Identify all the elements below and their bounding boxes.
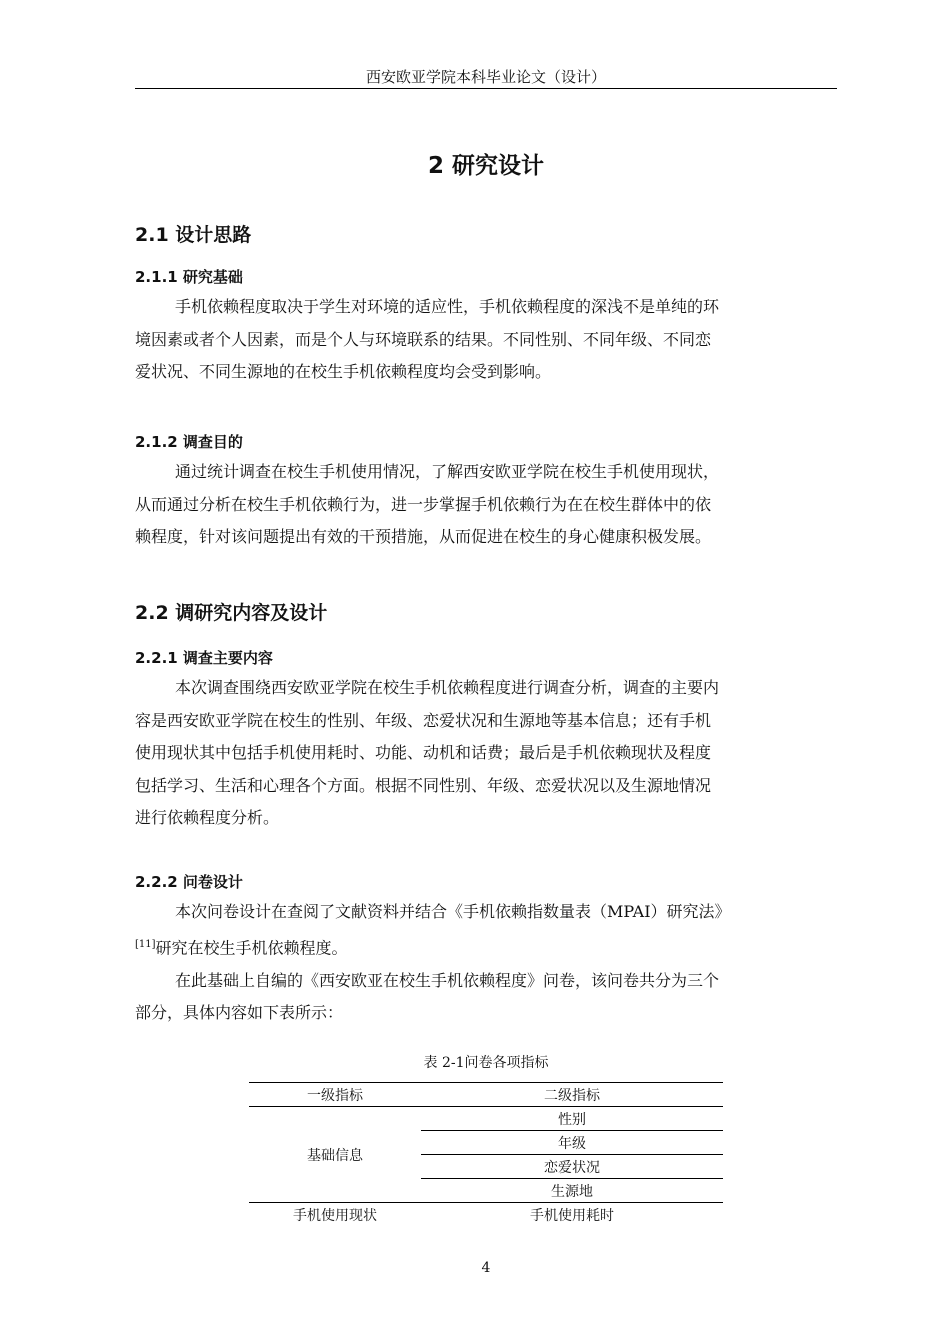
table-cell: 恋爱状况 [421, 1155, 723, 1179]
subsection-heading-2-2-2: 2.2.2 问卷设计 [135, 873, 243, 891]
table-header-cell: 一级指标 [249, 1083, 421, 1107]
text-line: 在此基础上自编的《西安欧亚在校生手机依赖程度》问卷，该问卷共分为三个 [175, 970, 720, 990]
table-row [249, 1107, 723, 1131]
table-header-row [249, 1083, 723, 1107]
text-line: 赖程度，针对该问题提出有效的干预措施，从而促进在校生的身心健康积极发展。 [135, 527, 712, 547]
indicator-table [249, 1082, 723, 1226]
text-line: 境因素或者个人因素，而是个人与环境联系的结果。不同性别、不同年级、不同恋 [135, 329, 712, 349]
text-line: 容是西安欧亚学院在校生的性别、年级、恋爱状况和生源地等基本信息；还有手机 [135, 710, 712, 730]
section-heading-2-2: 2.2 调研究内容及设计 [135, 602, 328, 624]
chapter-title: 2 研究设计 [427, 153, 544, 179]
section-heading-2-1: 2.1 设计思路 [135, 224, 252, 246]
table-header-cell: 二级指标 [421, 1083, 723, 1107]
table-cell: 性别 [558, 1111, 586, 1128]
text-line: 进行依赖程度分析。 [135, 808, 280, 828]
text-line: 本次问卷设计在查阅了文献资料并结合《手机依赖指数量表（MPAI）研究法》 [175, 902, 731, 921]
text-fragment: 研究在校生手机依赖程度。 [155, 937, 348, 957]
running-header: 西安欧亚学院本科毕业论文（设计） [365, 68, 606, 86]
table-caption: 表 2-1问卷各项指标 [423, 1055, 549, 1071]
table-cell: 生源地 [421, 1179, 723, 1203]
text-line: 使用现状其中包括手机使用耗时、功能、动机和话费；最后是手机依赖现状及程度 [135, 743, 712, 763]
table-cell-group-label: 手机使用现状 [249, 1203, 421, 1227]
table-cell: 手机使用耗时 [421, 1203, 723, 1227]
text-line: 从而通过分析在校生手机依赖行为，进一步掌握手机依赖行为在在校生群体中的依 [135, 494, 712, 514]
text-line [135, 929, 837, 965]
paragraph-survey-content [135, 672, 837, 835]
paragraph-survey-purpose [135, 456, 837, 554]
citation-11: [11] [135, 938, 156, 950]
table-cell: 年级 [421, 1131, 723, 1155]
text-line: 包括学习、生活和心理各个方面。根据不同性别、年级、恋爱状况以及生源地情况 [135, 775, 712, 795]
text-line: 爱状况、不同生源地的在校生手机依赖程度均会受到影响。 [135, 362, 552, 382]
paragraph-research-basis [135, 291, 837, 389]
subsection-heading-2-1-2: 2.1.2 调查目的 [135, 433, 243, 451]
text-line: 手机依赖程度取决于学生对环境的适应性，手机依赖程度的深浅不是单纯的环 [175, 297, 720, 316]
text-line: 部分，具体内容如下表所示： [135, 1003, 344, 1023]
subsection-heading-2-2-1: 2.2.1 调查主要内容 [135, 649, 273, 667]
subsection-heading-2-1-1: 2.1.1 研究基础 [135, 268, 243, 286]
header-rule [135, 88, 837, 89]
text-line: 本次调查围绕西安欧亚学院在校生手机依赖程度进行调查分析，调查的主要内 [175, 678, 720, 697]
paragraph-questionnaire-design [135, 896, 837, 1030]
table-cell-group-label: 基础信息 [307, 1147, 363, 1164]
page-number: 4 [481, 1260, 491, 1276]
text-line: 通过统计调查在校生手机使用情况，了解西安欧亚学院在校生手机使用现状， [175, 462, 720, 481]
table-row [249, 1203, 723, 1227]
